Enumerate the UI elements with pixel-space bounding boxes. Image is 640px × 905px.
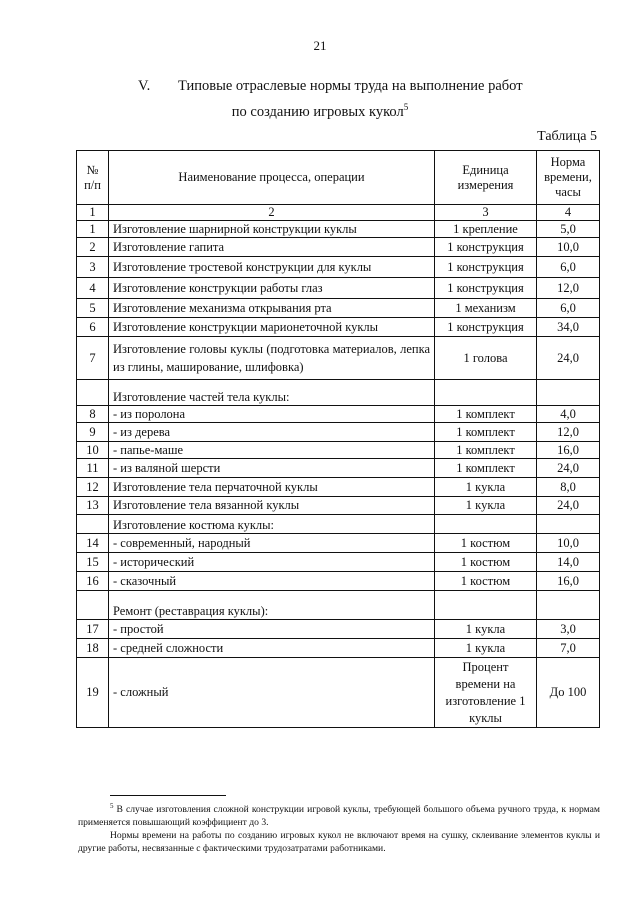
footnote-1 — [78, 800, 600, 829]
process-name: Изготовление конструкции марионеточной куклы — [109, 318, 435, 337]
section-title-line2-text: по созданию игровых кукол — [231, 103, 404, 120]
unit-of-measure — [435, 591, 537, 620]
process-name: - из валяной шерсти — [109, 459, 435, 478]
table-row — [77, 257, 600, 278]
section-title-line2 — [0, 97, 640, 123]
footnote-marker: 5 — [110, 802, 114, 810]
process-name: - сказочный — [109, 572, 435, 591]
footnote-divider — [110, 795, 226, 796]
table-row — [77, 442, 600, 459]
table-row — [77, 658, 600, 728]
unit-of-measure: 1 кукла — [435, 620, 537, 639]
row-number: 9 — [77, 423, 109, 442]
table-body — [77, 221, 600, 728]
time-norm: 6,0 — [537, 299, 600, 318]
time-norm: 24,0 — [537, 459, 600, 478]
column-number: 3 — [435, 205, 537, 221]
time-norm: 12,0 — [537, 278, 600, 299]
time-norm: 12,0 — [537, 423, 600, 442]
process-name: Ремонт (реставрация куклы): — [109, 591, 435, 620]
header-name: Наименование процесса, операции — [109, 151, 435, 205]
norms-table — [76, 150, 600, 728]
time-norm: 34,0 — [537, 318, 600, 337]
process-name: Изготовление костюма куклы: — [109, 515, 435, 534]
time-norm: 4,0 — [537, 406, 600, 423]
time-norm: 16,0 — [537, 442, 600, 459]
table-row — [77, 553, 600, 572]
process-name: - сложный — [109, 658, 435, 728]
row-number: 15 — [77, 553, 109, 572]
time-norm — [537, 380, 600, 406]
process-name: Изготовление тела перчаточной куклы — [109, 478, 435, 497]
time-norm: 8,0 — [537, 478, 600, 497]
time-norm: 6,0 — [537, 257, 600, 278]
table-row — [77, 534, 600, 553]
unit-of-measure: 1 костюм — [435, 572, 537, 591]
table-row — [77, 572, 600, 591]
unit-of-measure: 1 кукла — [435, 639, 537, 658]
page-number: 21 — [313, 38, 327, 53]
unit-of-measure: 1 кукла — [435, 478, 537, 497]
unit-of-measure — [435, 515, 537, 534]
column-number: 2 — [109, 205, 435, 221]
process-name: - из поролона — [109, 406, 435, 423]
row-number: 11 — [77, 459, 109, 478]
unit-of-measure: 1 комплект — [435, 406, 537, 423]
row-number: 10 — [77, 442, 109, 459]
footnote-reference: 5 — [403, 102, 409, 112]
table-row — [77, 406, 600, 423]
row-number: 3 — [77, 257, 109, 278]
process-name: - современный, народный — [109, 534, 435, 553]
time-norm: 16,0 — [537, 572, 600, 591]
row-number: 14 — [77, 534, 109, 553]
table-row — [77, 337, 600, 380]
row-number: 16 — [77, 572, 109, 591]
process-name: Изготовление головы куклы (подготовка материалов, лепка из глины, маширование, шлифовка) — [109, 337, 435, 380]
row-number: 17 — [77, 620, 109, 639]
unit-of-measure: 1 конструкция — [435, 318, 537, 337]
column-number: 4 — [537, 205, 600, 221]
process-name: - папье-маше — [109, 442, 435, 459]
row-number: 4 — [77, 278, 109, 299]
time-norm: 24,0 — [537, 337, 600, 380]
footnote-1-text: В случае изготовления сложной конструкции игровой куклы, требующей большого объема ручного труда, к нормам применяется повышающий коэффициент до 3. — [78, 804, 600, 829]
unit-of-measure — [435, 380, 537, 406]
header-norm: Норма времени, часы — [537, 151, 600, 205]
unit-of-measure: 1 костюм — [435, 534, 537, 553]
table-row — [77, 639, 600, 658]
table-row — [77, 318, 600, 337]
time-norm — [537, 591, 600, 620]
unit-of-measure: 1 комплект — [435, 442, 537, 459]
process-name: Изготовление тела вязанной куклы — [109, 497, 435, 515]
process-name: Изготовление частей тела куклы: — [109, 380, 435, 406]
time-norm: 24,0 — [537, 497, 600, 515]
table-row — [77, 515, 600, 534]
section-title-line1: Типовые отраслевые нормы труда на выполнение работ — [178, 78, 523, 94]
row-number — [77, 515, 109, 534]
unit-of-measure: 1 конструкция — [435, 238, 537, 257]
table-row — [77, 497, 600, 515]
unit-of-measure: 1 комплект — [435, 423, 537, 442]
row-number: 18 — [77, 639, 109, 658]
time-norm: 3,0 — [537, 620, 600, 639]
column-number: 1 — [77, 205, 109, 221]
process-name: - из дерева — [109, 423, 435, 442]
time-norm — [537, 515, 600, 534]
unit-of-measure: 1 кукла — [435, 497, 537, 515]
table-row — [77, 423, 600, 442]
row-number: 2 — [77, 238, 109, 257]
row-number: 6 — [77, 318, 109, 337]
time-norm: 14,0 — [537, 553, 600, 572]
row-number — [77, 380, 109, 406]
unit-of-measure: 1 механизм — [435, 299, 537, 318]
table-row — [77, 620, 600, 639]
table-header-row — [77, 151, 600, 205]
unit-of-measure: 1 конструкция — [435, 257, 537, 278]
unit-of-measure: 1 конструкция — [435, 278, 537, 299]
table-row — [77, 278, 600, 299]
time-norm: 5,0 — [537, 221, 600, 238]
time-norm: 10,0 — [537, 534, 600, 553]
header-unit: Единица измерения — [435, 151, 537, 205]
column-number-row — [77, 205, 600, 221]
table-row — [77, 380, 600, 406]
process-name: - простой — [109, 620, 435, 639]
row-number: 5 — [77, 299, 109, 318]
process-name: Изготовление тростевой конструкции для куклы — [109, 257, 435, 278]
unit-of-measure: Процент времени на изготовление 1 куклы — [435, 658, 537, 728]
unit-of-measure: 1 комплект — [435, 459, 537, 478]
time-norm: 7,0 — [537, 639, 600, 658]
process-name: - исторический — [109, 553, 435, 572]
row-number — [77, 591, 109, 620]
footnote-2: Нормы времени на работы по созданию игровых кукол не включают время на сушку, склеивание элементов куклы и другие работы, несвязанные с фактическими трудозатратами работниками. — [78, 830, 600, 855]
row-number: 8 — [77, 406, 109, 423]
process-name: Изготовление гапита — [109, 238, 435, 257]
row-number: 19 — [77, 658, 109, 728]
process-name: Изготовление шарнирной конструкции куклы — [109, 221, 435, 238]
section-numeral: V. — [138, 78, 151, 94]
table-row — [77, 478, 600, 497]
process-name: Изготовление конструкции работы глаз — [109, 278, 435, 299]
table-row — [77, 299, 600, 318]
table-row — [77, 238, 600, 257]
footnotes — [78, 800, 600, 855]
row-number: 1 — [77, 221, 109, 238]
process-name: - средней сложности — [109, 639, 435, 658]
unit-of-measure: 1 костюм — [435, 553, 537, 572]
row-number: 13 — [77, 497, 109, 515]
row-number: 7 — [77, 337, 109, 380]
time-norm: До 100 — [537, 658, 600, 728]
table-label: Таблица 5 — [537, 129, 597, 144]
header-num: № п/п — [77, 151, 109, 205]
row-number: 12 — [77, 478, 109, 497]
unit-of-measure: 1 голова — [435, 337, 537, 380]
process-name: Изготовление механизма открывания рта — [109, 299, 435, 318]
time-norm: 10,0 — [537, 238, 600, 257]
table-row — [77, 459, 600, 478]
table-row — [77, 591, 600, 620]
table-row — [77, 221, 600, 238]
unit-of-measure: 1 крепление — [435, 221, 537, 238]
